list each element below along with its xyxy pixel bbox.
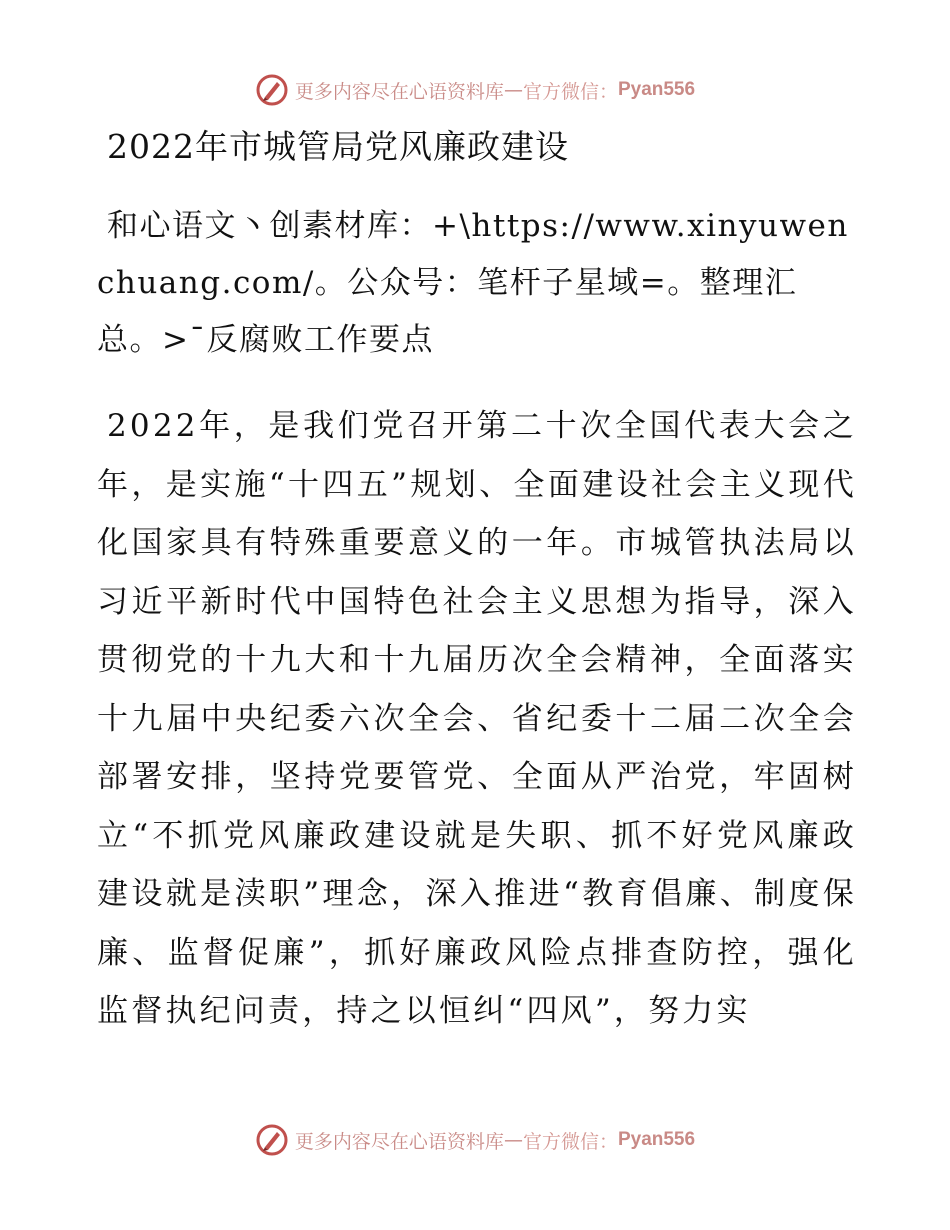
banner-main-text: 更多内容尽在心语资料库: [294, 80, 504, 103]
banner-wechat-id: Pyan556: [617, 79, 696, 100]
banner-separator: —: [503, 1129, 523, 1151]
pen-nib-circle-icon: [255, 73, 289, 107]
body-paragraph: 2022年，是我们党召开第二十次全国代表大会之年，是实施“十四五”规划、全面建设社会主义现代化国家具有特殊重要意义的一年。市城管执法局以习近平新时代中国特色社会主义思想为指导，深入贯彻党的十九大和十九届历次全会精神，全面落实十九届中央纪委六次全会、省纪委十二届二次全会部署安排，坚持党要管党、全面从严治党，牢固树立“不抓党风廉政建设就是失职、抓不好党风廉政建设就是渎职”理念，深入推进“教育倡廉、制度保廉、监督促廉”，抓好廉政风险点排查防控，强化监督执纪问责，持之以恒纠“四风”，努力实: [97, 408, 857, 1029]
banner-wechat-label: 官方微信：: [522, 80, 618, 103]
banner-wechat-id: Pyan556: [617, 1129, 696, 1150]
source-line: 和心语文丶创素材库：+\https://www.xinyuwenchuang.com/。公众号：笔杆子星域=。整理汇总。>¯反腐败工作要点: [97, 208, 849, 358]
footer-banner: [0, 1120, 950, 1160]
banner-wechat-label: 官方微信：: [522, 1130, 618, 1153]
header-banner: [0, 70, 950, 110]
document-title: 2022年市城管局党风廉政建设: [107, 127, 569, 166]
banner-separator: —: [503, 79, 523, 101]
banner-main-text: 更多内容尽在心语资料库: [294, 1130, 504, 1153]
document-body: [97, 122, 857, 1041]
pen-nib-circle-icon: [255, 1123, 289, 1157]
